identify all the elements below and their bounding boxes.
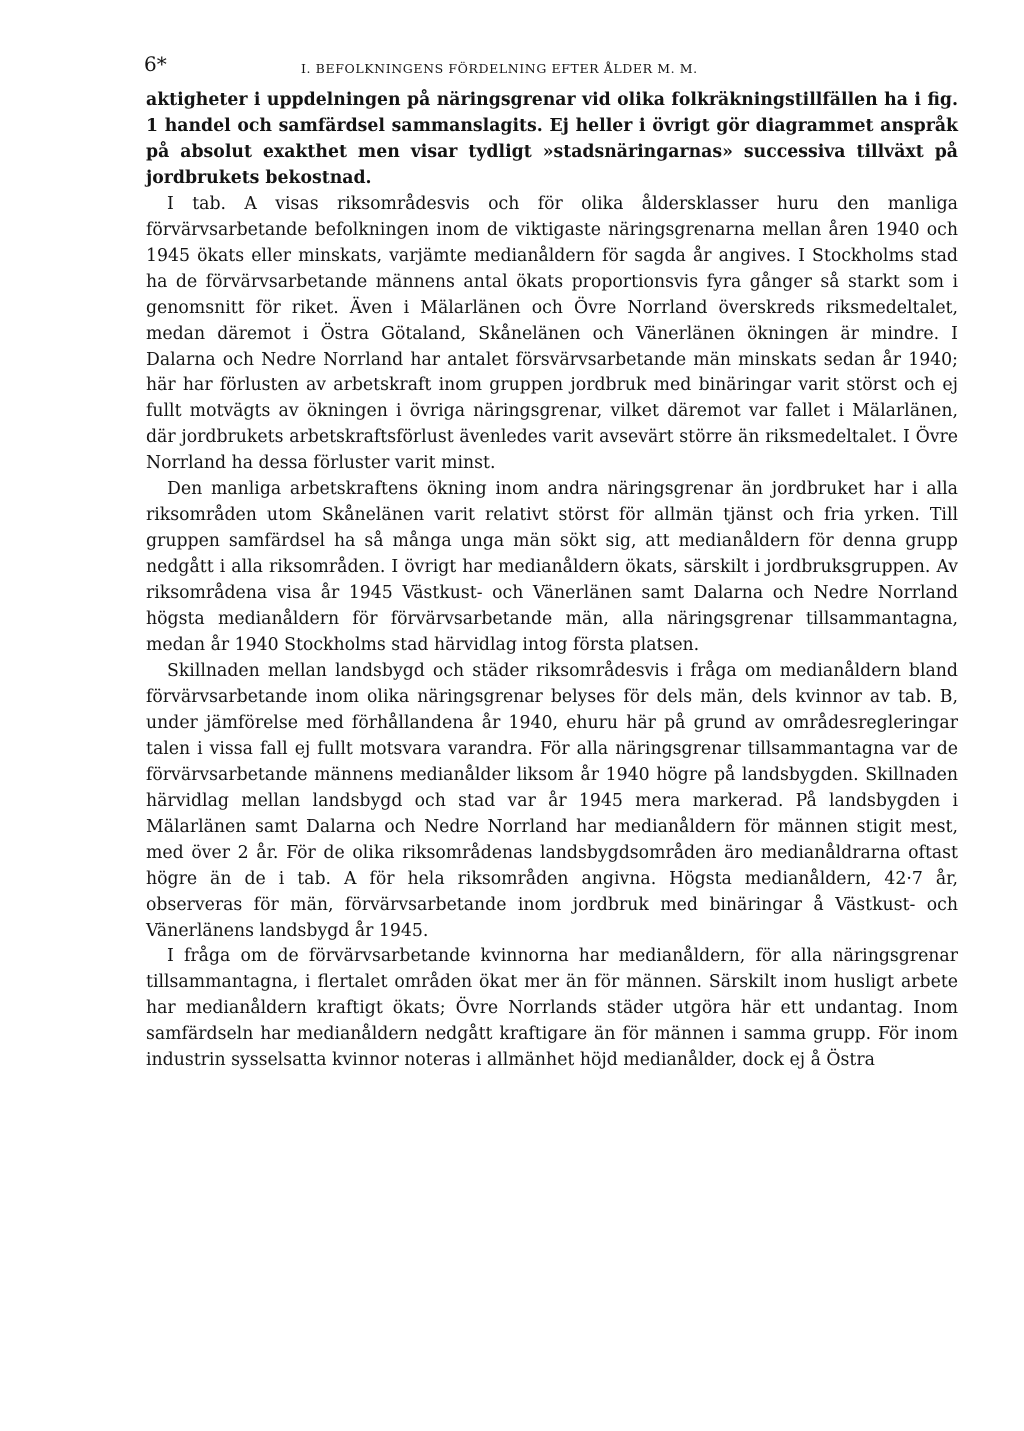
running-header: [146, 48, 958, 88]
document-page: [146, 48, 958, 1074]
paragraph-2: I tab. A visas riksområdesvis och för olika åldersklasser huru den manliga förvärvsarbetande befolkningen inom de viktigaste näringsgrenarna mellan åren 1940 och 1945 ökats eller minskats, varjämte medianåldern för sagda år angives. I Stockholms stad ha de förvärvsarbetande männens antal ökats proportionsvis fyra gånger så starkt som i genomsnitt för riket. Även i Mälarlänen och Övre Norrland överskreds riksmedeltalet, medan däremot i Östra Götaland, Skånelänen och Vänerlänen ökningen är mindre. I Dalarna och Nedre Norrland har antalet försvärvsarbetande män minskats sedan år 1940; här har förlusten av arbetskraft inom gruppen jordbruk med binäringar varit störst och ej fullt motvägts av ökningen i övriga näringsgrenar, vilket däremot var fallet i Mälarlänen, där jordbrukets arbetskraftsförlust ävenledes varit avsevärt större än riksmedeltalet. I Övre Norrland ha dessa förluster varit minst.: [146, 193, 958, 474]
paragraph-3: Den manliga arbetskraftens ökning inom andra näringsgrenar än jordbruket har i alla riksområden utom Skånelänen varit relativt störst för allmän tjänst och fria yrken. Till gruppen samfärdsel ha så många unga män sökt sig, att medianåldern för denna grupp nedgått i alla riksområden. I övrigt har medianåldern ökats, särskilt i jordbruksgruppen. Av riksområdena visa år 1945 Västkust- och Vänerlänen samt Dalarna och Nedre Norrland högsta medianåldern för förvärvsarbetande män, alla näringsgrenar tillsammantagna, medan år 1940 Stockholms stad härvidlag intog första platsen.: [146, 479, 958, 656]
page-number: 6*: [144, 52, 167, 76]
paragraph-5: I fråga om de förvärvsarbetande kvinnorna har medianåldern, för alla näringsgrenar tillsammantagna, i flertalet områden ökat mer än för männen. Särskilt inom husligt arbete har medianåldern kraftigt ökats; Övre Norrlands städer utgöra här ett undantag. Inom samfärdseln har medianåldern nedgått kraftigare än för männen i samma grupp. För inom industrin sysselsatta kvinnor noteras i allmänhet höjd medianålder, dock ej å Östra: [146, 946, 958, 1071]
running-title: I. BEFOLKNINGENS FÖRDELNING EFTER ÅLDER M. M.: [301, 61, 698, 76]
paragraph-4: Skillnaden mellan landsbygd och städer riksområdesvis i fråga om medianåldern bland förvärvsarbetande inom olika näringsgrenar belyses för dels män, dels kvinnor av tab. B, under jämförelse med förhållandena år 1940, ehuru här på grund av områdesregleringar talen i vissa fall ej fullt motsvara varandra. För alla näringsgrenar tillsammantagna var de förvärvsarbetande männens medianålder liksom år 1940 högre på landsbygden. Skillnaden härvidlag mellan landsbygd och stad var år 1945 mera markerad. På landsbygden i Mälarlänen samt Dalarna och Nedre Norrland har medianåldern för männen stigit mest, med över 2 år. För de olika riksområdenas landsbygdsområden äro medianåldrarna oftast högre än de i tab. A för hela riksområden angivna. Högsta medianåldern, 42·7 år, observeras för män, förvärvsarbetande inom jordbruk med binäringar å Västkust- och Vänerlänens landsbygd år 1945.: [146, 660, 958, 941]
body-text: [146, 88, 958, 1074]
paragraph-1: aktigheter i uppdelningen på näringsgrenar vid olika folkräkningstillfällen ha i fig. 1 handel och samfärdsel sammanslagits. Ej heller i övrigt gör diagrammet anspråk på absolut exakthet men visar tydligt »stadsnäringarnas» successiva tillväxt på jordbrukets bekostnad.: [146, 90, 958, 188]
